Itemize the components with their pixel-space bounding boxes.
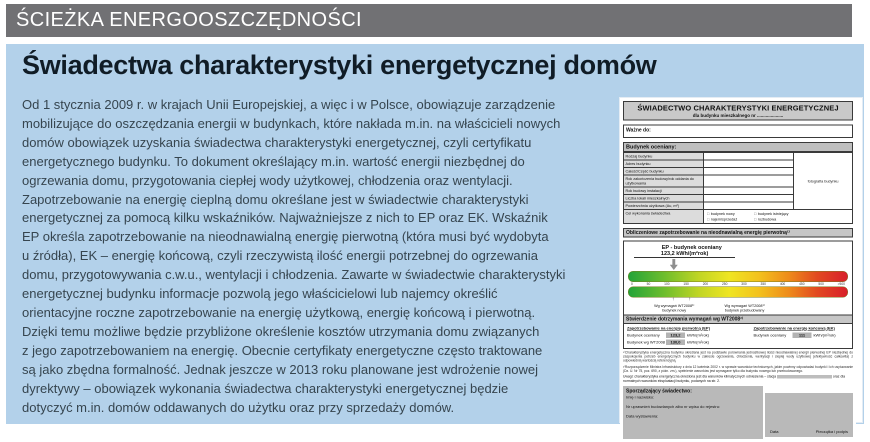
ek-column-header: Zapotrzebowanie na energię końcową (EK): [753, 326, 835, 331]
body-line: energetycznej za pomocą kilku wskaźników. Najważniejsze z nich to EP oraz EK. Wskaźnik: [22, 210, 548, 226]
purpose-options: [704, 210, 853, 224]
ep-section-header: Obliczeniowe zapotrzebowanie na nieodnawialną energię pierwotną¹⁾: [623, 228, 853, 238]
checkbox-icon: □: [707, 217, 710, 222]
ep-ek-table: [623, 324, 853, 349]
compliance-header: Stwierdzenie dotrzymania wymagań wg WT2008²⁾: [623, 315, 853, 325]
energy-scale-bar-top: [628, 271, 848, 282]
footnote-2: ²⁾Rozporządzenie Ministra Infrastruktury z dnia 12 kwietnia 2002 r. w sprawie warunków technicznych, jakim powinny odpowiadać budynki i ich usytuowanie (Dz. U. Nr 75, poz. 690, z późn. zm.), spełnienie warunków jest wymagane tylko dla budynku nowego lub przebudowanego.: [623, 365, 853, 373]
checkbox-icon: □: [754, 217, 757, 222]
issuer-box: [623, 386, 763, 439]
table-row-label: Rok zakończenia budowy/rok oddania do użytkowania: [624, 176, 704, 188]
article-body: [22, 96, 626, 417]
energy-scale-ticks: 0 50 100 150 200 250 300 350 400 450 500 >500: [631, 282, 845, 286]
ep-gauge-value: 123,2 kWh/(m²rok): [634, 251, 735, 259]
issuer-date-label: Data wystawienia:: [626, 413, 659, 419]
energy-certificate: [620, 98, 856, 442]
photo-placeholder-label: fotografia budynku: [807, 178, 839, 184]
signature-section: [623, 386, 853, 439]
body-line: orientacyjne roczne zapotrzebowanie na energię użytkową, energię końcową i pierwotną.: [22, 304, 536, 320]
body-line: dotyczyć m.in. domów oddawanych do użytku oraz przy sprzedaży domów.: [22, 399, 455, 415]
station-placeholder-line: [777, 375, 832, 379]
body-line: Zapotrzebowanie na energię cieplną domu określane jest w świadectwie charakterystyki: [22, 191, 529, 207]
body-line: z jego zapotrzebowaniem na energię. Obecnie certyfikaty energetyczne często traktowane: [22, 342, 543, 358]
body-line: ogrzewania domu, przygotowania ciepłej wody użytkowej, chłodzenia oraz wentylacji.: [22, 172, 513, 188]
ep-column-header: Zapotrzebowanie na energię pierwotną (EP): [627, 326, 710, 331]
checkbox-icon: □: [754, 211, 757, 216]
table-row-label: Całość/Część budynku: [624, 168, 704, 176]
body-line: dyrektywy – obowiązek wykonania świadectwa charakterystyki energetycznej będzie: [22, 380, 509, 396]
table-row-label: Rok budowy instalacji: [624, 188, 704, 196]
body-line: Od 1 stycznia 2009 r. w krajach Unii Europejskiej, a więc i w Polsce, obowiązuje zarządzenie: [22, 97, 556, 112]
table-row-value: [704, 195, 794, 203]
body-line: domów obowiązek uzyskania świadectwa charakterystyki energetycznej, czyli certyfikatu: [22, 134, 532, 150]
purpose-option: □ najem/sprzedaż: [707, 217, 738, 222]
issuer-name-label: Imię i nazwisko:: [626, 394, 655, 400]
certificate-figure: [620, 98, 862, 434]
purpose-option: □ rozbudowa: [754, 217, 777, 222]
stamp-sign-label: Pieczątka i podpis: [815, 429, 848, 434]
table-row-value: [704, 203, 794, 211]
table-row-label: Adres budynku: [624, 161, 704, 169]
certificate-title: ŚWIADECTWO CHARAKTERYSTYKI ENERGETYCZNEJ: [637, 104, 839, 113]
body-line: u źródła), EK – energię końcową, czyli rzeczywistą ilość energii potrzebnej do ogrzewania: [22, 248, 538, 264]
checkbox-icon: □: [707, 211, 710, 216]
certificate-header: [623, 101, 853, 121]
purpose-option: □ budynek istniejący: [754, 211, 789, 216]
top-banner: [6, 4, 852, 37]
footnote-1: ¹⁾Charakterystyka energetyczna budynku określana jest na podstawie porównania jednostkowej ilości nieodnawialnej energii pierwotnej EP niezbędnej do zaspokojenia potrzeb energetycznych budynku w zakresie ogrzewania, chłodzenia, wentylacji i ciepłej wody użytkowej (efektywność całkowita) z odpowiednią wartością referencyjną.: [623, 351, 853, 363]
table-row-value: [704, 153, 794, 161]
table-row-value: [704, 176, 794, 188]
table-row-label: Powierzchnia użytkowa (Au, m²): [624, 203, 704, 211]
table-row-label: Liczba lokali mieszkalnych: [624, 195, 704, 203]
body-line: EP określa zapotrzebowanie na nieodnawialną energię pierwotną (która musi być wydobyta: [22, 229, 549, 245]
requirement-captions: [628, 304, 848, 313]
certificate-subtitle: dla budynku mieszkalnego nr .....................: [692, 113, 784, 118]
building-photo-cell: [794, 153, 853, 210]
ek-value-box: 111: [793, 333, 812, 339]
ep-wt-row: Budynek wg WT2008 130,0 kWh/(m²rok): [627, 340, 709, 345]
requirement-rebuilt-caption: Wg wymagań WT2008¹⁾ budynek przebudowany: [724, 303, 765, 313]
stamp-box: [765, 393, 853, 437]
body-line: Dzięki temu możliwe będzie przybliżone określenie kosztów utrzymania domu związanych: [22, 323, 540, 339]
top-banner-label: ŚCIEŻKA ENERGOOSZCZĘDNOŚCI: [16, 9, 363, 31]
table-row-value: [704, 188, 794, 196]
up-arrow-icon: ↑: [688, 296, 691, 302]
body-line: są jako zbędna formalność. Jednak jeszcze w 2013 roku planowane jest wdrożenie nowej: [22, 361, 538, 377]
up-arrow-icon: ↑: [672, 296, 675, 302]
purpose-option: □ budynek nowy: [707, 211, 735, 216]
ek-column: [754, 326, 849, 345]
table-row-label: Rodzaj budynku: [624, 153, 704, 161]
building-table: [623, 152, 853, 224]
ep-value-box: 123,2: [666, 333, 685, 339]
body-line: energetycznej budynku informacje pozwolą jego właścicielowi lub najemcy określić: [22, 286, 498, 302]
ek-building-row: Budynek oceniany 111 kWh/(m²rok): [753, 333, 836, 338]
ep-gauge: [623, 241, 853, 315]
requirement-arrows: [628, 298, 848, 304]
ep-gauge-label: EP - budynek oceniany: [661, 244, 722, 251]
wt-value-box: 130,0: [666, 340, 685, 346]
building-section-header: Budynek oceniany:: [623, 142, 853, 152]
body-line: mobilizujące do oszczędzania energii w budynkach, które nakłada m.in. na właścicieli nowych: [22, 115, 561, 131]
ep-column: [627, 326, 754, 345]
page-title: Świadectwa charakterystyki energetycznej domów: [22, 50, 657, 80]
body-line: domu, przygotowywania c.w.u., wentylacji i chłodzenia. Zawarte w świadectwie charakterystyki: [22, 267, 566, 283]
ep-marker-arrow-icon: [670, 259, 678, 270]
purpose-row-label: Cel wykonania świadectwa: [624, 210, 704, 224]
valid-to-field: [623, 125, 853, 139]
valid-to-label: Ważne do:: [626, 127, 651, 133]
issuer-header: Sporządzający świadectwo:: [626, 388, 692, 394]
table-row-value: [704, 161, 794, 169]
stamp-date-label: Data: [770, 429, 779, 434]
article-panel: [6, 44, 864, 434]
table-row-value: [704, 168, 794, 176]
body-line: energetycznego budynku. To dokument określający m.in. wartość energii niezbędnej do: [22, 153, 525, 169]
remarks: Uwagi: charakterystyka energetyczna określona jest dla warunków klimatycznych odniesienia – stacja oraz dla normalnych warunków eksploatacji budynku, podanych na str. 2.: [623, 375, 845, 383]
requirement-new-caption: Wg wymagań WT2008¹⁾ budynek nowy: [654, 303, 695, 313]
ep-building-row: Budynek oceniany 123,2 kWh/(m²rok): [627, 333, 709, 338]
issuer-license-label: Nr uprawnień budowlanych albo nr wpisu do rejestru:: [626, 404, 721, 409]
energy-scale-bar-bottom: [628, 287, 848, 298]
